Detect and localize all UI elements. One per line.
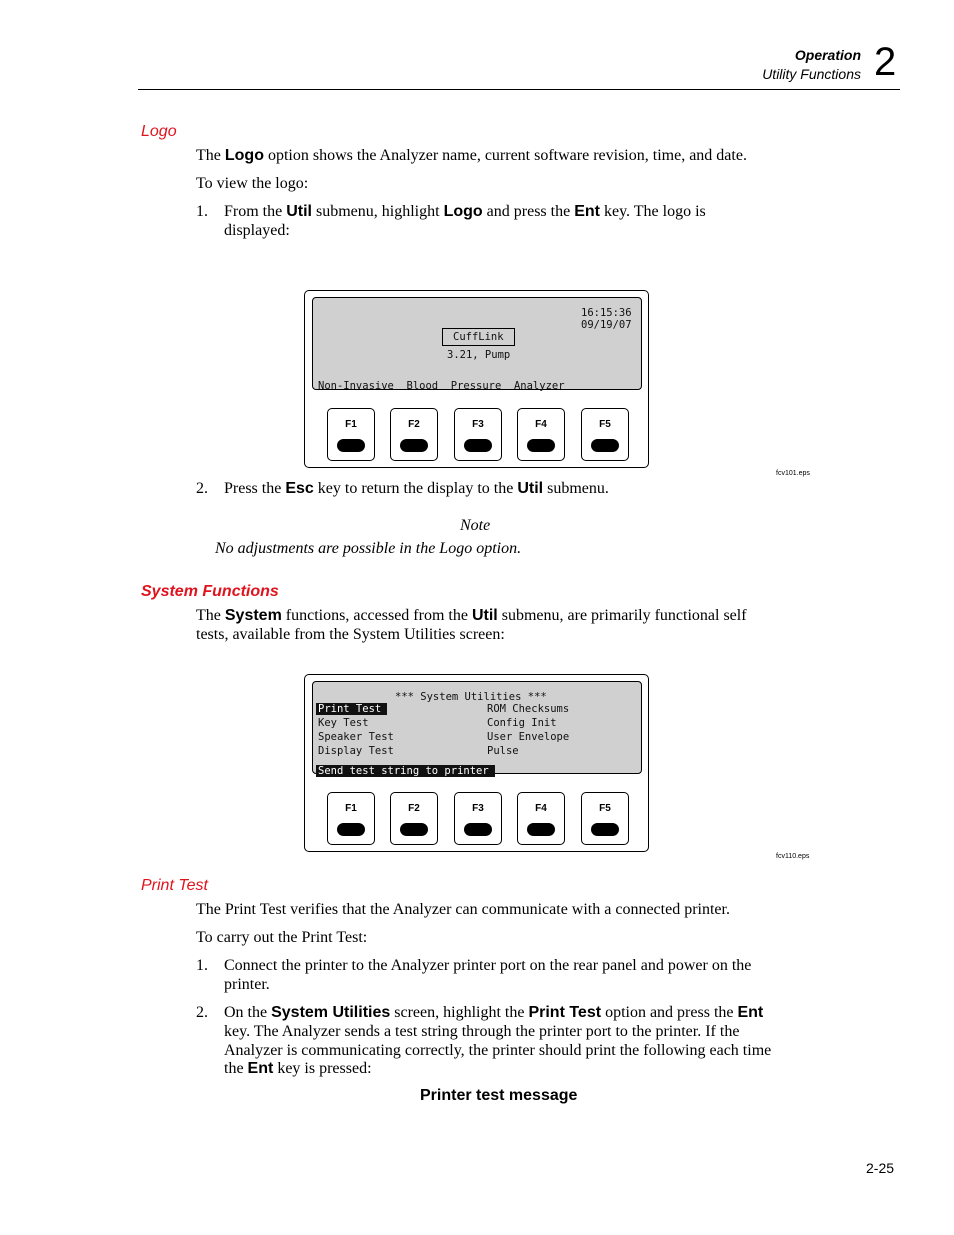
print-test-heading: Print Test	[141, 877, 208, 894]
header-section-title: Operation	[794, 47, 861, 63]
system-paragraph-1: The System functions, accessed from the Util submenu, are primarily functional self	[196, 607, 747, 624]
print-step-2-text: On the System Utilities screen, highlight the Print Test option and press the Ent	[224, 1004, 764, 1021]
lcd-item-pulse[interactable]: Pulse	[487, 745, 519, 757]
f3-key[interactable]: F3	[454, 408, 502, 461]
system-utilities-figure	[304, 674, 649, 852]
logo-paragraph-2: To view the logo:	[196, 175, 309, 192]
logo-paragraph-1: The Logo option shows the Analyzer name, current software revision, time, and date.	[196, 147, 747, 164]
print-step-1-number: 1.	[196, 957, 208, 974]
f2-key[interactable]: F2	[390, 408, 438, 461]
logo-step-1-number: 1.	[196, 203, 208, 220]
lcd-revision: 3.21, Pump	[447, 349, 511, 361]
print-step-2-number: 2.	[196, 1004, 208, 1021]
lcd-status-line: Send test string to printer	[316, 765, 495, 777]
lcd-screen	[312, 681, 642, 777]
lcd-item-display-test[interactable]: Display Test	[318, 745, 394, 757]
f1-key[interactable]: F1	[327, 408, 375, 461]
lcd-time: 16:15:36	[581, 307, 632, 319]
print-test-paragraph-1: The Print Test verifies that the Analyzer can communicate with a connected printer.	[196, 901, 730, 918]
header-subsection-title: Utility Functions	[762, 66, 861, 82]
lcd-item-key-test[interactable]: Key Test	[318, 717, 369, 729]
print-step-1-text: Connect the printer to the Analyzer printer port on the rear panel and power on the	[224, 957, 752, 974]
f4-key[interactable]: F4	[517, 792, 565, 845]
f5-key[interactable]: F5	[581, 408, 629, 461]
lcd-item-print-test[interactable]: Print Test	[316, 703, 387, 715]
f4-key[interactable]: F4	[517, 408, 565, 461]
print-step-1-text-line-2: printer.	[224, 976, 270, 993]
header-rule	[138, 89, 900, 90]
lcd-date: 09/19/07	[581, 319, 632, 331]
logo-step-2-text: Press the Esc key to return the display to the Util submenu.	[224, 480, 609, 497]
system-paragraph-1-line-2: tests, available from the System Utilities screen:	[196, 626, 505, 643]
lcd-device-name: CuffLink	[442, 328, 515, 346]
f3-key[interactable]: F3	[454, 792, 502, 845]
note-text: No adjustments are possible in the Logo option.	[215, 540, 522, 557]
lcd-item-speaker-test[interactable]: Speaker Test	[318, 731, 394, 743]
lcd-item-config-init[interactable]: Config Init	[487, 717, 557, 729]
print-step-2-text-line-2: key. The Analyzer sends a test string through the printer port to the printer. If the	[224, 1023, 740, 1040]
analyzer-logo-figure	[304, 290, 649, 468]
lcd-item-rom-checksums[interactable]: ROM Checksums	[487, 703, 570, 715]
lcd-item-user-envelope[interactable]: User Envelope	[487, 731, 570, 743]
lcd-footer: Non-Invasive Blood Pressure Analyzer	[318, 380, 565, 392]
system-functions-heading: System Functions	[141, 583, 279, 600]
logo-step-2-number: 2.	[196, 480, 208, 497]
lcd-screen	[312, 297, 642, 390]
print-step-2-text-line-4: the Ent key is pressed:	[224, 1060, 372, 1077]
lcd-title: *** System Utilities ***	[395, 691, 547, 703]
chapter-number: 2	[874, 40, 897, 84]
f2-key[interactable]: F2	[390, 792, 438, 845]
logo-step-1-text: From the Util submenu, highlight Logo and press the Ent key. The logo is	[224, 203, 706, 220]
note-title: Note	[460, 517, 491, 534]
f1-key[interactable]: F1	[327, 792, 375, 845]
f5-key[interactable]: F5	[581, 792, 629, 845]
logo-heading: Logo	[141, 123, 177, 140]
print-test-paragraph-2: To carry out the Print Test:	[196, 929, 368, 946]
figure-filename: fcv110.eps	[776, 853, 810, 860]
logo-step-1-text-line-2: displayed:	[224, 222, 290, 239]
print-step-2-text-line-3: Analyzer is communicating correctly, the printer should print the following each time	[224, 1042, 772, 1059]
printer-test-caption: Printer test message	[420, 1087, 578, 1104]
page-number: 2-25	[866, 1160, 895, 1176]
figure-filename: fcv101.eps	[776, 470, 810, 477]
